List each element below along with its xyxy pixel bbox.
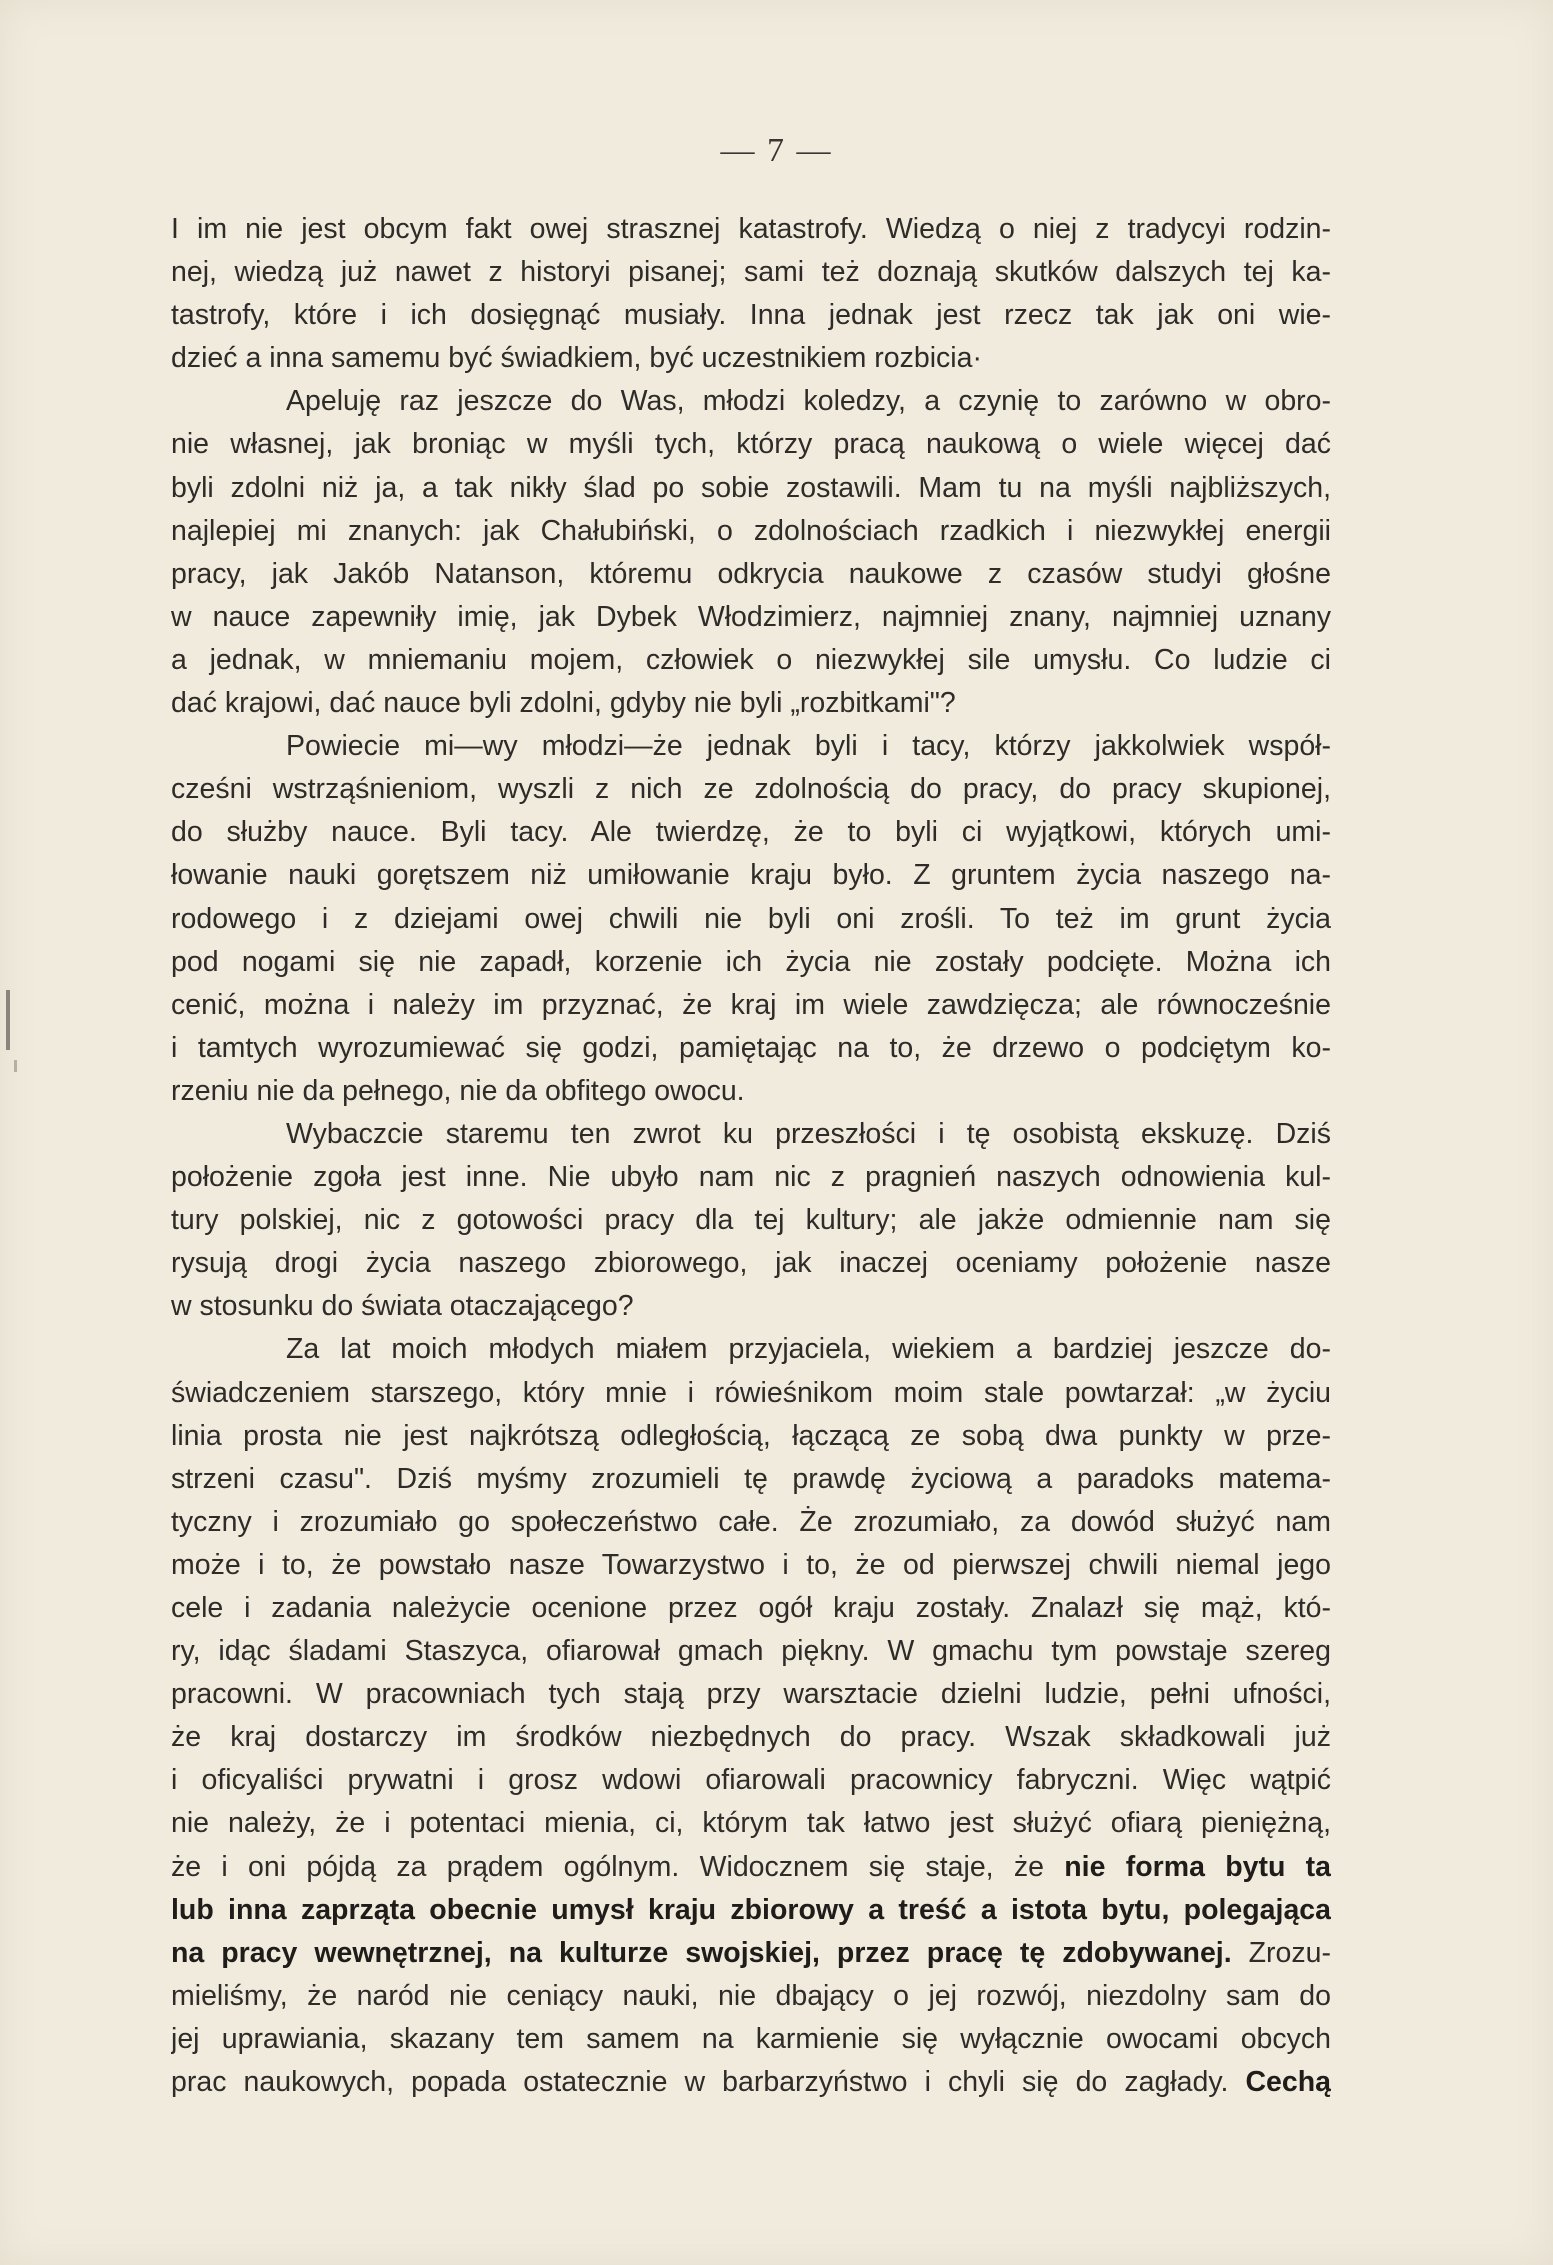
text-line: strzeni czasu". Dziś myśmy zrozumieli tę prawdę życiową a paradoks matema- — [171, 1462, 1331, 1495]
text-line: Za lat moich młodych miałem przyjaciela, wiekiem a bardziej jeszcze do- — [286, 1333, 1331, 1366]
page-number: — 7 — — [720, 132, 833, 169]
emphasis-text: lub inna zaprząta obecnie umysł kraju zbiorowy a treść a istota bytu, polegająca — [171, 1893, 1331, 1926]
text-line: i oficyaliści prywatni i grosz wdowi ofiarowali pracownicy fabryczni. Więc wątpić — [171, 1764, 1331, 1797]
text-line — [171, 1889, 1331, 1932]
text-line: rzeniu nie da pełnego, nie da obfitego owocu. — [171, 1074, 745, 1107]
text-line: rysują drogi życia naszego zbiorowego, jak inaczej oceniamy położenie nasze — [171, 1247, 1331, 1280]
text-line: cenić, można i należy im przyznać, że kraj im wiele zawdzięcza; ale równocześnie — [171, 988, 1331, 1021]
text-line: tury polskiej, nic z gotowości pracy dla tej kultury; ale jakże odmiennie nam się — [171, 1204, 1331, 1237]
text-line: a jednak, w mniemaniu mojem, człowiek o niezwykłej sile umysłu. Co ludzie ci — [171, 643, 1331, 676]
text-line: prac naukowych, popada ostatecznie w barbarzyństwo i chyli się do zagłady. Cechą — [171, 2066, 1331, 2099]
text-line: byli zdolni niż ja, a tak nikły ślad po sobie zostawili. Mam tu na myśli najbliższych, — [171, 471, 1331, 504]
binding-mark — [6, 990, 10, 1050]
text-line: mieliśmy, że naród nie ceniący nauki, nie dbający o jej rozwój, niezdolny sam do — [171, 1979, 1331, 2012]
text-line: położenie zgoła jest inne. Nie ubyło nam nic z pragnień naszych odnowienia kul- — [171, 1161, 1331, 1194]
text-line: że kraj dostarczy im środków niezbędnych do pracy. Wszak składkowali już — [171, 1721, 1331, 1754]
binding-mark — [14, 1060, 17, 1072]
emphasis-text: nie forma bytu ta — [1064, 1850, 1331, 1883]
text-line: Powiecie mi—wy młodzi—że jednak byli i tacy, którzy jakkolwiek współ- — [286, 730, 1331, 763]
text-line: ry, idąc śladami Staszyca, ofiarował gmach piękny. W gmachu tym powstaje szereg — [171, 1635, 1331, 1668]
text-line: świadczeniem starszego, który mnie i rówieśnikom moim stale powtarzał: „w życiu — [171, 1376, 1331, 1409]
text-line: na pracy wewnętrznej, na kulturze swojskiej, przez pracę tę zdobywanej. Zrozu- — [171, 1936, 1331, 1969]
text-line: nie należy, że i potentaci mienia, ci, którym tak łatwo jest służyć ofiarą pieniężną, — [171, 1807, 1331, 1840]
text-line: Apeluję raz jeszcze do Was, młodzi koledzy, a czynię to zarówno w obro- — [286, 385, 1331, 418]
body-text — [171, 208, 1331, 2104]
text-line: łowanie nauki gorętszem niż umiłowanie kraju było. Z gruntem życia naszego na- — [171, 859, 1331, 892]
text-line: dać krajowi, dać nauce byli zdolni, gdyby nie byli „rozbitkami"? — [171, 687, 956, 720]
text-line: pod nogami się nie zapadł, korzenie ich życia nie zostały podcięte. Można ich — [171, 945, 1331, 978]
text-line: do służby nauce. Byli tacy. Ale twierdzę, że to byli ci wyjątkowi, których umi- — [171, 816, 1331, 849]
text-line: cele i zadania należycie ocenione przez ogół kraju zostały. Znalazł się mąż, któ- — [171, 1592, 1331, 1624]
text-line: pracowni. W pracowniach tych stają przy warsztacie dzielni ludzie, pełni ufności, — [171, 1678, 1331, 1711]
emphasis-text: Cechą — [1245, 2066, 1331, 2099]
text-line: Wybaczcie staremu ten zwrot ku przeszłości i tę osobistą ekskuzę. Dziś — [286, 1117, 1331, 1150]
text-line: dzieć a inna samemu być świadkiem, być uczestnikiem rozbicia· — [171, 342, 982, 375]
text-line: tyczny i zrozumiało go społeczeństwo całe. Że zrozumiało, za dowód służyć nam — [171, 1505, 1331, 1538]
text-line: I im nie jest obcym fakt owej strasznej katastrofy. Wiedzą o niej z tradycyi rodzin- — [171, 213, 1331, 245]
text-line: jej uprawiania, skazany tem samem na karmienie się wyłącznie owocami obcych — [171, 2022, 1331, 2055]
text-line: tastrofy, które i ich dosięgnąć musiały. Inna jednak jest rzecz tak jak oni wie- — [171, 299, 1331, 332]
text-line: cześni wstrząśnieniom, wyszli z nich ze zdolnością do pracy, do pracy skupionej, — [171, 773, 1331, 806]
text-line: może i to, że powstało nasze Towarzystwo i to, że od pierwszej chwili niemal jego — [171, 1548, 1331, 1581]
text-line: i tamtych wyrozumiewać się godzi, pamiętając na to, że drzewo o podciętym ko- — [171, 1031, 1331, 1064]
emphasis-text: na pracy wewnętrznej, na kulturze swojskiej, przez pracę tę zdobywanej. — [171, 1936, 1232, 1969]
text-line: nie własnej, jak broniąc w myśli tych, którzy pracą naukową o wiele więcej dać — [171, 428, 1331, 461]
text-line: pracy, jak Jakób Natanson, któremu odkrycia naukowe z czasów studyi głośne — [171, 557, 1331, 590]
text-line: najlepiej mi znanych: jak Chałubiński, o zdolnościach rzadkich i niezwykłej energii — [171, 514, 1331, 547]
text-line: w nauce zapewniły imię, jak Dybek Włodzimierz, najmniej znany, najmniej uznany — [171, 600, 1331, 633]
text-line: nej, wiedzą już nawet z historyi pisanej; sami też doznają skutków dalszych tej ka- — [171, 256, 1331, 289]
text-line: rodowego i z dziejami owej chwili nie byli oni zrośli. To też im grunt życia — [171, 902, 1331, 935]
text-line: że i oni pójdą za prądem ogólnym. Widocznem się staje, że nie forma bytu ta — [171, 1850, 1331, 1883]
text-line: linia prosta nie jest najkrótszą odległością, łączącą ze sobą dwa punkty w prze- — [171, 1419, 1331, 1452]
text-line: w stosunku do świata otaczającego? — [171, 1290, 634, 1323]
